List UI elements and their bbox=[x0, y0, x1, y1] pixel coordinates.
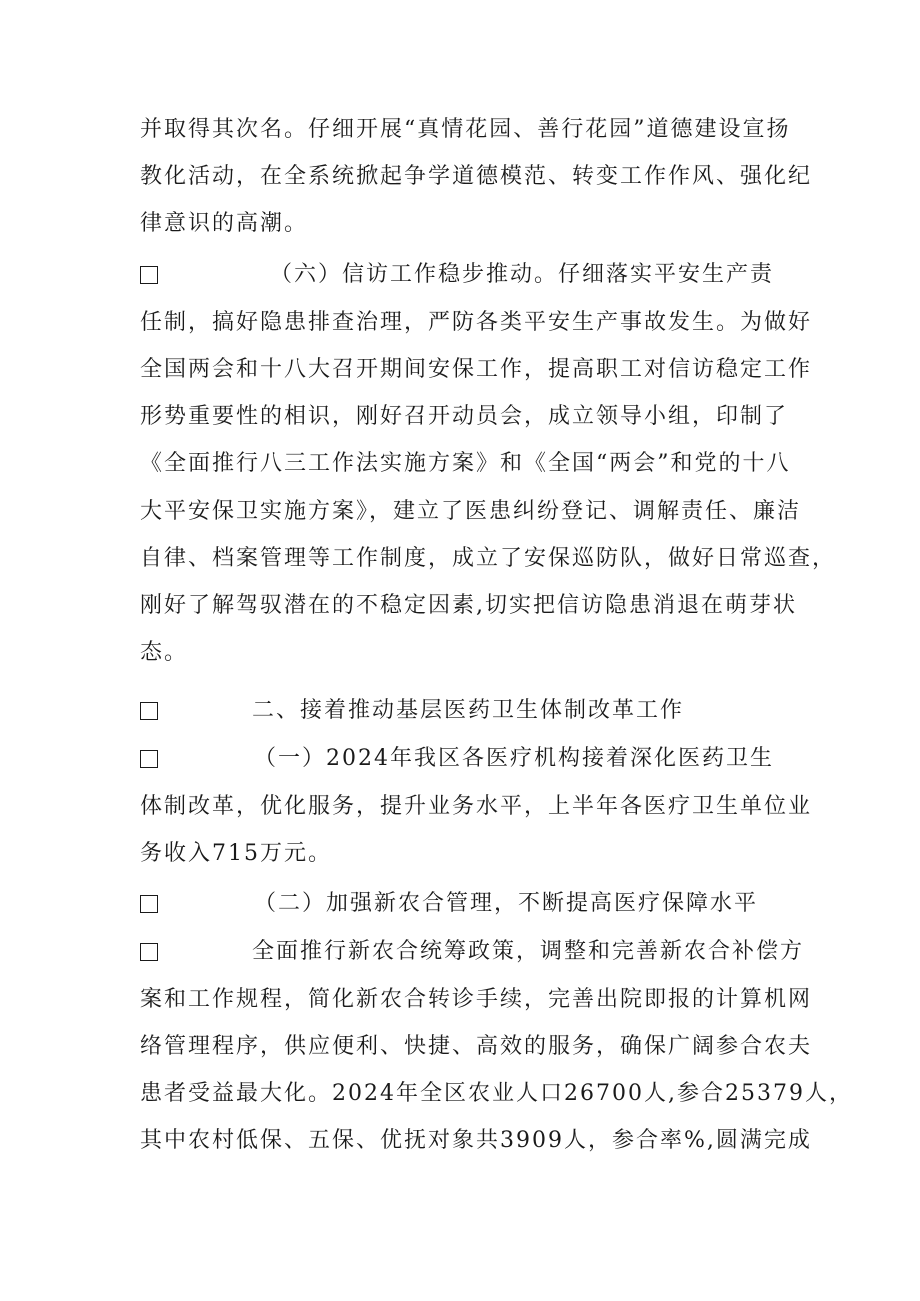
checkbox-glyph bbox=[140, 943, 158, 961]
checkbox-glyph bbox=[140, 702, 158, 720]
checkbox-glyph bbox=[140, 750, 158, 768]
text-line: 大平安保卫实施方案》，建立了医患纠纷登记、调解责任、廉洁 bbox=[140, 499, 802, 524]
text-line: 态。 bbox=[140, 640, 189, 665]
text-line: 务收入715万元。 bbox=[140, 841, 332, 866]
paragraph-heading: 全面推行新农合统筹政策，调整和完善新农合补偿方 bbox=[252, 939, 805, 964]
paragraph-heading: （二）加强新农合管理，不断提高医疗保障水平 bbox=[254, 891, 759, 916]
text-line: 并取得其次名。仔细开展“真情花园、善行花园”道德建设宣扬 bbox=[140, 117, 791, 142]
checkbox-glyph bbox=[140, 266, 158, 284]
text-line: 其中农村低保、五保、优抚对象共3909人，参合率%,圆满完成 bbox=[140, 1128, 812, 1153]
text-line: 体制改革，优化服务，提升业务水平，上半年各医疗卫生单位业 bbox=[140, 794, 813, 819]
text-line: 律意识的高潮。 bbox=[140, 211, 309, 236]
section-heading: 二、接着推动基层医药卫生体制改革工作 bbox=[252, 698, 685, 723]
paragraph-heading: （六）信访工作稳步推动。仔细落实平安生产责 bbox=[270, 262, 775, 287]
checkbox-glyph bbox=[140, 895, 158, 913]
text-line: 案和工作规程，简化新农合转诊手续，完善出院即报的计算机网 bbox=[140, 987, 813, 1012]
text-line: 全国两会和十八大召开期间安保工作，提高职工对信访稳定工作 bbox=[140, 357, 813, 382]
text-line: 形势重要性的相识，刚好召开动员会，成立领导小组，印制了 bbox=[140, 404, 789, 429]
text-line: 患者受益最大化。2024年全区农业人口26700人,参合25379人， bbox=[140, 1081, 853, 1106]
paragraph-heading: （一）2024年我区各医疗机构接着深化医药卫生 bbox=[254, 746, 774, 771]
text-line: 《全面推行八三工作法实施方案》和《全国“两会”和党的十八 bbox=[140, 451, 791, 476]
text-line: 任制，搞好隐患排查治理，严防各类平安生产事故发生。为做好 bbox=[140, 310, 813, 335]
text-line: 络管理程序，供应便利、快捷、高效的服务，确保广阔参合农夫 bbox=[140, 1034, 813, 1059]
text-line: 刚好了解驾驭潜在的不稳定因素,切实把信访隐患消退在萌芽状 bbox=[140, 593, 797, 618]
text-line: 自律、档案管理等工作制度，成立了安保巡防队，做好日常巡查， bbox=[140, 546, 837, 571]
text-line: 教化活动，在全系统掀起争学道德模范、转变工作作风、强化纪 bbox=[140, 164, 813, 189]
